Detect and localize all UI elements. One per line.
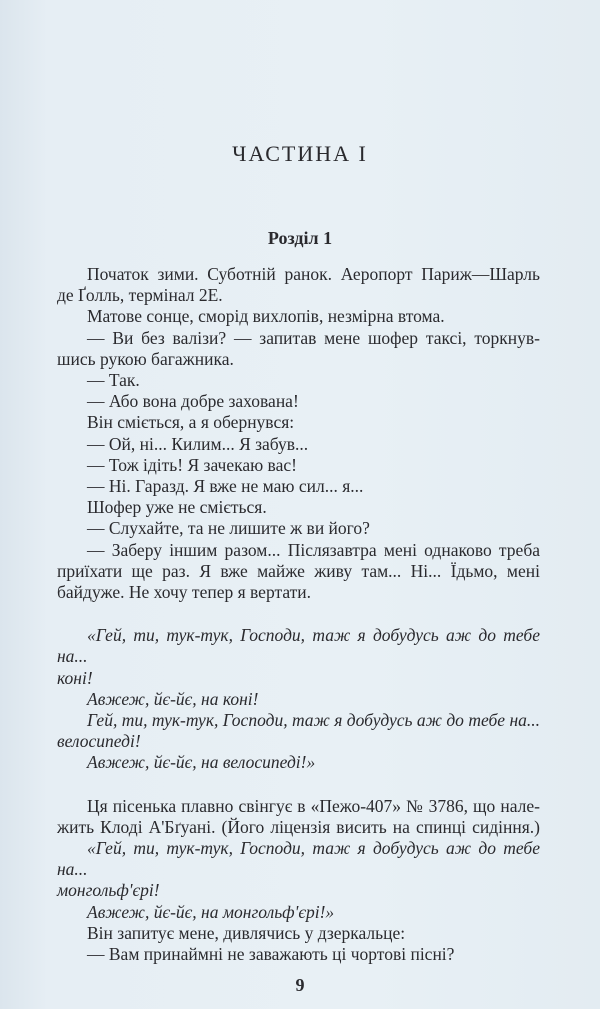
song-line: коні! (57, 667, 93, 688)
song-block-1 (57, 625, 540, 773)
text-line: — Так. (87, 370, 140, 391)
text-line: — Або вона добре захована! (87, 391, 299, 412)
song-line: «Гей, ти, тук-тук, Господи, таж я добудусь аж до тебе на... (57, 625, 540, 667)
text-line: — Ви без валізи? — запитав мене шофер таксі, торкнув- (87, 327, 540, 348)
song-line: велосипеді! (57, 731, 141, 752)
text-line: Він запитує мене, дивлячись у дзеркальце: (87, 922, 406, 943)
text-line: Шофер уже не сміється. (87, 497, 267, 518)
text-line: — Вам принаймні не заважають ці чортові пісні? (87, 944, 455, 965)
paragraph-block-2 (57, 796, 540, 966)
text-line: Ця пісенька плавно свінгує в «Пежо-407» № 3786, що нале- (87, 795, 540, 816)
text-line: Він сміється, а я обернувся: (87, 412, 295, 433)
text-line: Початок зими. Суботній ранок. Аеропорт Париж—Шарль (87, 264, 540, 284)
text-line: шись рукою багажника. (57, 348, 234, 369)
text-line: приїхати ще раз. Я вже майже живу там... Ні... Їдьмо, мені (57, 560, 540, 581)
chapter-title: Розділ 1 (267, 228, 333, 248)
text-line: Матове сонце, сморід вихлопів, незмірна втома. (87, 306, 445, 327)
song-line: Авжеж, йє-йє, на велосипеді!» (87, 752, 316, 773)
text-line: жить Клоді А'Бґуані. (Його ліцензія висить на спинці сидіння.) (57, 816, 540, 837)
page-number: 9 (295, 975, 305, 996)
text-line: — Слухайте, та не лишите ж ви його? (87, 518, 370, 539)
song-line: Авжеж, йє-йє, на монгольф'єрі!» (87, 901, 335, 922)
text-line: байдуже. Не хочу тепер я вертати. (57, 582, 312, 603)
text-line: — Тож ідіть! Я зачекаю вас! (87, 454, 297, 475)
song-line: «Гей, ти, тук-тук, Господи, таж я добудусь аж до тебе на... (57, 838, 540, 880)
text-line: — Ні. Гаразд. Я вже не маю сил... я... (87, 476, 364, 497)
song-line: Гей, ти, тук-тук, Господи, таж я добудусь аж до тебе на... (87, 710, 540, 731)
song-line: монгольф'єрі! (57, 880, 160, 901)
paragraph-block-1 (57, 264, 540, 603)
part-title: ЧАСТИНА I (232, 141, 368, 166)
song-line: Авжеж, йє-йє, на коні! (87, 688, 259, 709)
text-line: — Ой, ні... Килим... Я забув... (87, 433, 309, 454)
text-line: де Ґолль, термінал 2Е. (57, 285, 223, 306)
text-line: — Заберу іншим разом... Післязавтра мені однаково треба (87, 539, 540, 560)
